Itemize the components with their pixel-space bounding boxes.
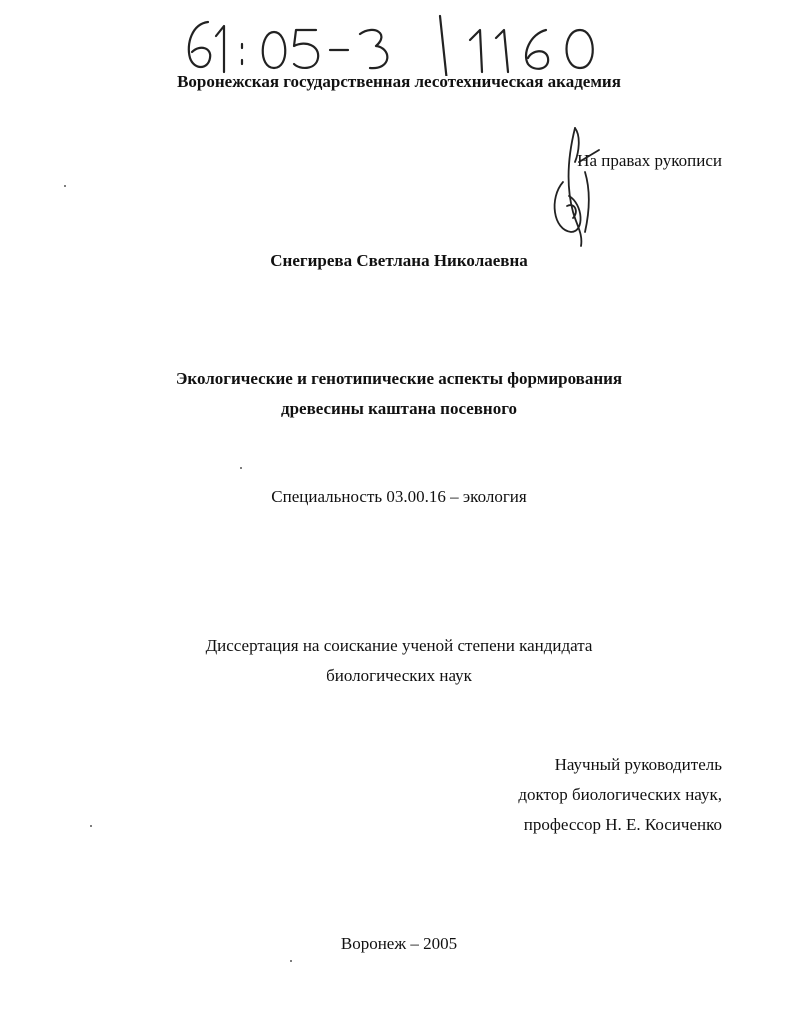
scan-speck xyxy=(64,185,66,187)
specialty-line: Специальность 03.00.16 – экология xyxy=(271,487,527,506)
degree-line-1: Диссертация на соискание ученой степени кандидата xyxy=(205,636,593,655)
title-line-1: Экологические и генотипические аспекты формирования xyxy=(175,369,623,388)
author-name: Снегирева Светлана Николаевна xyxy=(270,251,528,270)
supervisor-name: профессор Н. Е. Косиченко xyxy=(523,815,722,834)
supervisor-role: Научный руководитель xyxy=(554,755,722,774)
scan-speck xyxy=(90,825,92,827)
handwritten-archive-number xyxy=(178,14,608,76)
scan-speck xyxy=(240,467,242,469)
city-year: Воронеж – 2005 xyxy=(340,934,458,953)
supervisor-degree: доктор биологических наук, xyxy=(518,785,722,804)
manuscript-rights-label: На правах рукописи xyxy=(577,151,722,170)
institution-name: Воронежская государственная лесотехническая академия xyxy=(177,72,621,91)
title-line-2: древесины каштана посевного xyxy=(280,399,518,418)
degree-line-2: биологических наук xyxy=(326,666,472,685)
scan-speck xyxy=(290,960,292,962)
signature-mark xyxy=(545,122,605,252)
